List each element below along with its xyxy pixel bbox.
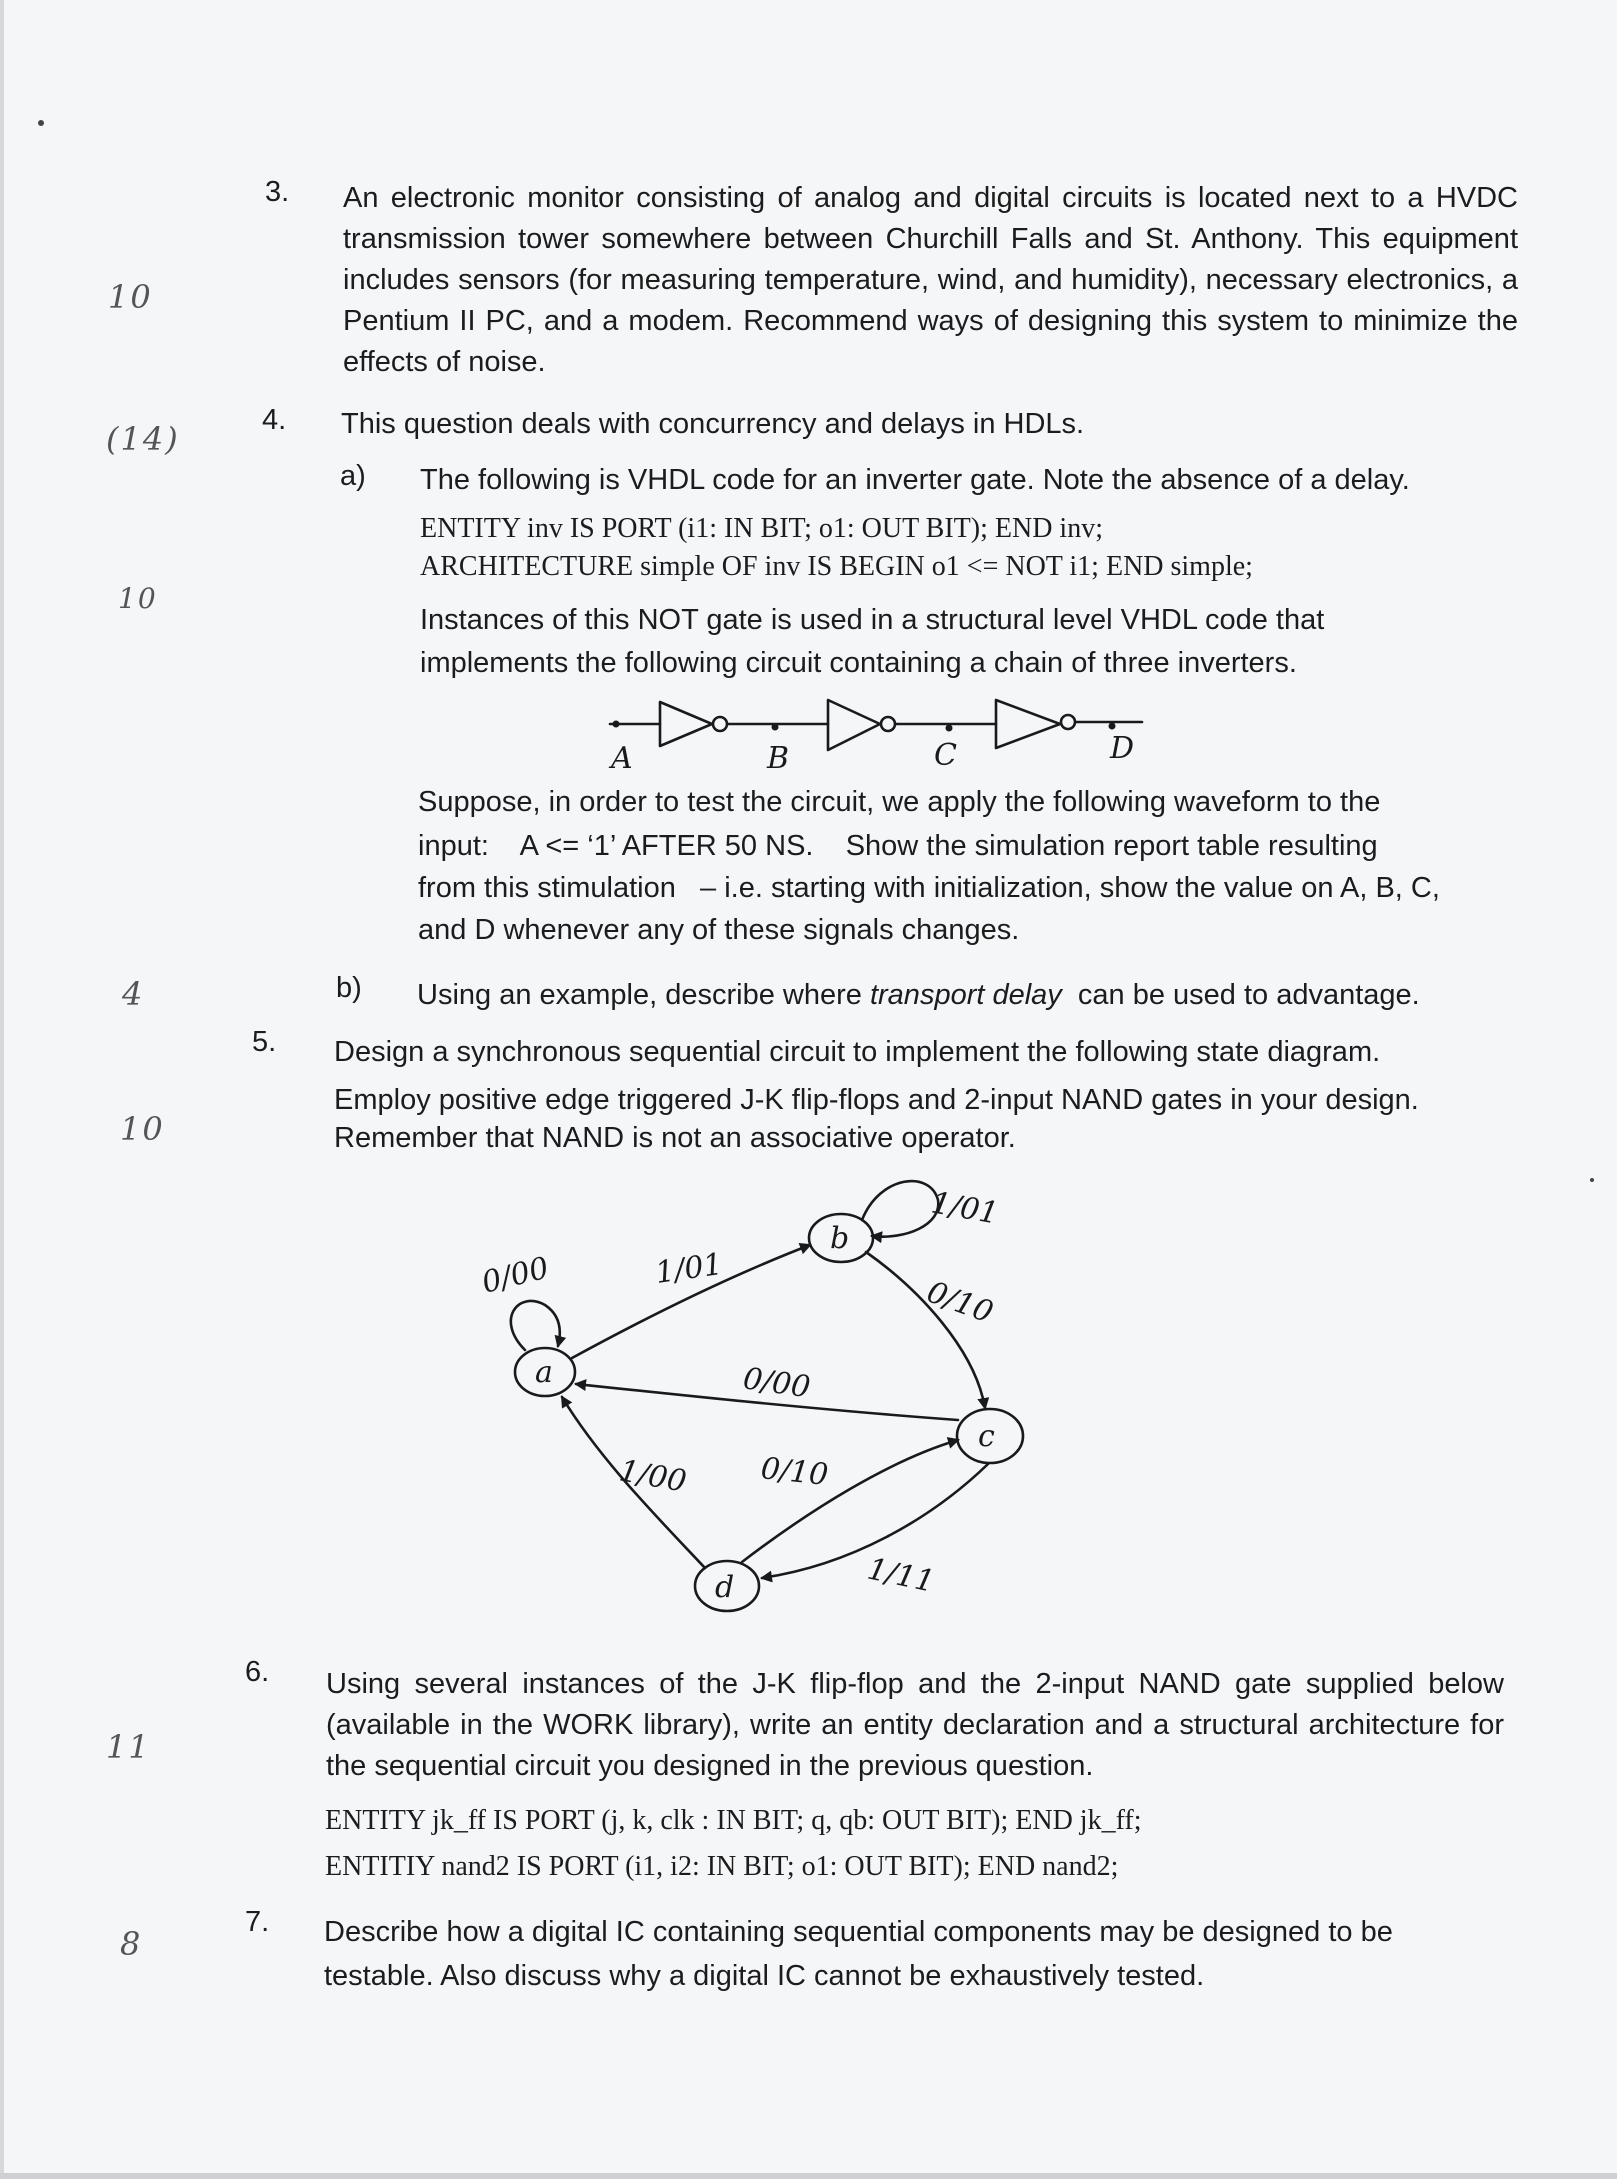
question-4a-line2: implements the following circuit containing a chain of three inverters. bbox=[420, 647, 1297, 679]
transition-c-d bbox=[762, 1464, 988, 1578]
question-number-4: 4. bbox=[262, 404, 287, 436]
transition-d-c bbox=[742, 1440, 958, 1562]
margin-score-q4: (14) bbox=[106, 420, 180, 458]
question-4b-post: can be used to advantage. bbox=[1061, 979, 1420, 1011]
question-4b-text bbox=[417, 975, 1420, 1016]
inverter-architecture-code: ARCHITECTURE simple OF inv IS BEGIN o1 <= NOT i1; END simple; bbox=[420, 551, 1253, 582]
signal-label-a: A bbox=[611, 741, 633, 776]
question-7-line1: Describe how a digital IC containing sequential components may be designed to be bbox=[324, 1916, 1393, 1948]
question-4a-suppose-3: from this stimulation – i.e. starting with initialization, show the value on A, B, C, bbox=[418, 872, 1440, 904]
question-4a-intro: The following is VHDL code for an inverter gate. Note the absence of a delay. bbox=[420, 464, 1410, 496]
transition-d-a bbox=[562, 1397, 705, 1568]
transition-label-b-c: 0/10 bbox=[922, 1274, 998, 1331]
jk-ff-entity-code: ENTITY jk_ff IS PORT (j, k, clk : IN BIT; q, qb: OUT BIT); END jk_ff; bbox=[325, 1805, 1142, 1836]
question-4b-emphasis: transport delay bbox=[869, 979, 1062, 1011]
question-7-line2: testable. Also discuss why a digital IC cannot be exhaustively tested. bbox=[324, 1960, 1205, 1992]
transition-a-b bbox=[572, 1245, 810, 1358]
margin-score-q5: 10 bbox=[120, 1110, 165, 1148]
state-d-circle bbox=[695, 1561, 759, 1611]
transition-b-b bbox=[862, 1181, 938, 1237]
state-label-c: c bbox=[978, 1419, 995, 1454]
margin-score-q3: 10 bbox=[108, 278, 153, 316]
transition-label-c-d: 1/11 bbox=[864, 1551, 938, 1600]
transition-label-b-b: 1/01 bbox=[928, 1185, 1002, 1232]
state-label-b: b bbox=[830, 1221, 850, 1256]
inverter-entity-code: ENTITY inv IS PORT (i1: IN BIT; o1: OUT BIT); END inv; bbox=[420, 513, 1103, 544]
question-3-text: An electronic monitor consisting of analog and digital circuits is located next to a HVDC transmission tower somewhere between Churchill Falls and St. Anthony. This equipment includes sensors (for measuring temperature, wind, and humidity), necessary electronics, a Pentium II PC, and a modem. Recommend ways of designing this system to minimize the effects of noise. bbox=[343, 182, 1518, 378]
transition-a-a bbox=[511, 1301, 560, 1350]
transition-label-d-a: 1/00 bbox=[616, 1453, 690, 1500]
scan-speck bbox=[1590, 1178, 1594, 1182]
transition-c-a bbox=[576, 1384, 958, 1420]
nand2-entity-code: ENTITIY nand2 IS PORT (i1, i2: IN BIT; o1: OUT BIT); END nand2; bbox=[325, 1851, 1119, 1882]
transition-label-d-c: 0/10 bbox=[759, 1451, 830, 1493]
question-5-line1: Design a synchronous sequential circuit to implement the following state diagram. bbox=[334, 1036, 1381, 1068]
question-4a-label: a) bbox=[340, 460, 366, 492]
transition-label-a-a: 0/00 bbox=[478, 1250, 553, 1301]
signal-label-c: C bbox=[934, 738, 957, 773]
margin-score-q4a: 10 bbox=[118, 582, 158, 615]
state-c-circle bbox=[957, 1409, 1023, 1463]
question-4b-label: b) bbox=[336, 972, 362, 1004]
question-number-7: 7. bbox=[245, 1906, 270, 1938]
question-number-3: 3. bbox=[265, 176, 290, 208]
transition-b-c bbox=[866, 1252, 985, 1408]
state-label-d: d bbox=[715, 1570, 735, 1605]
state-a-circle bbox=[515, 1348, 575, 1396]
margin-score-q7: 8 bbox=[120, 1925, 143, 1963]
signal-label-d: D bbox=[1110, 731, 1135, 766]
question-5-line2: Employ positive edge triggered J-K flip-flops and 2-input NAND gates in your design. bbox=[334, 1084, 1419, 1116]
state-b-circle bbox=[809, 1214, 873, 1262]
question-4b-pre: Using an example, describe where bbox=[417, 979, 870, 1011]
question-4a-suppose-4: and D whenever any of these signals changes. bbox=[418, 914, 1020, 946]
question-4a-suppose-2: input: A <= ‘1’ AFTER 50 NS. Show the simulation report table resulting bbox=[418, 830, 1378, 862]
question-6-text: Using several instances of the J-K flip-flop and the 2-input NAND gate supplied below (available in the WORK library), write an entity declaration and a structural architecture for the sequential circuit you designed in the previous question. bbox=[326, 1668, 1504, 1782]
question-5-line3: Remember that NAND is not an associative operator. bbox=[334, 1122, 1016, 1154]
question-4a-line1: Instances of this NOT gate is used in a structural level VHDL code that bbox=[420, 604, 1325, 636]
signal-label-b: B bbox=[767, 741, 790, 776]
question-4a-suppose-1: Suppose, in order to test the circuit, we apply the following waveform to the bbox=[418, 786, 1381, 818]
margin-score-q6: 11 bbox=[106, 1728, 151, 1766]
transition-label-a-b: 1/01 bbox=[653, 1246, 725, 1291]
state-label-a: a bbox=[535, 1355, 553, 1390]
scan-speck bbox=[38, 120, 44, 126]
question-number-6: 6. bbox=[245, 1656, 270, 1688]
question-number-5: 5. bbox=[252, 1026, 277, 1058]
transition-label-c-a: 0/00 bbox=[740, 1361, 813, 1406]
scan-edge bbox=[0, 0, 4, 2179]
question-4-text: This question deals with concurrency and delays in HDLs. bbox=[341, 408, 1085, 440]
scan-edge-bottom bbox=[0, 2173, 1617, 2179]
margin-score-q4b: 4 bbox=[122, 975, 145, 1013]
